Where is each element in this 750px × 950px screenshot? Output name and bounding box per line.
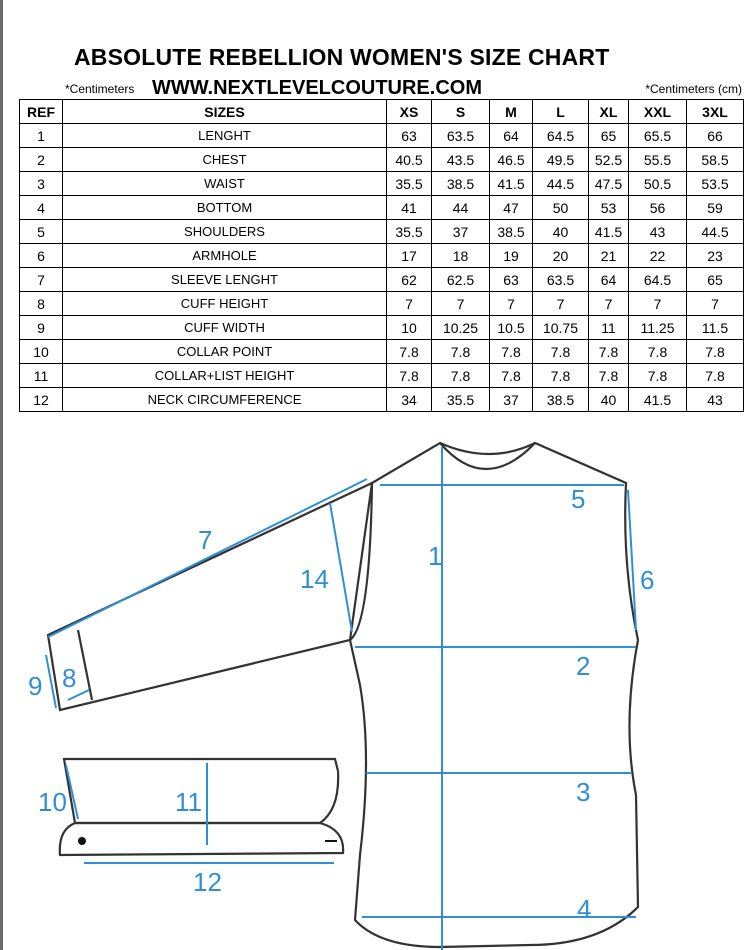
- value-cell: 7: [387, 292, 432, 316]
- measurement-name-cell: CUFF HEIGHT: [63, 292, 387, 316]
- value-cell: 21: [589, 244, 629, 268]
- value-cell: 7.8: [687, 364, 744, 388]
- value-cell: 64: [490, 124, 533, 148]
- table-row: [20, 124, 744, 148]
- value-cell: 40.5: [387, 148, 432, 172]
- value-cell: 64.5: [533, 124, 589, 148]
- value-cell: 43: [687, 388, 744, 412]
- value-cell: 58.5: [687, 148, 744, 172]
- value-cell: 65: [687, 268, 744, 292]
- value-cell: 66: [687, 124, 744, 148]
- value-cell: 38.5: [432, 172, 490, 196]
- table-row: [20, 268, 744, 292]
- label-sleeve: 7: [198, 525, 213, 555]
- ref-cell: 7: [20, 268, 63, 292]
- value-cell: 34: [387, 388, 432, 412]
- value-cell: 7: [589, 292, 629, 316]
- measurement-name-cell: BOTTOM: [63, 196, 387, 220]
- value-cell: 46.5: [490, 148, 533, 172]
- ref-cell: 1: [20, 124, 63, 148]
- value-cell: 7.8: [490, 364, 533, 388]
- value-cell: 43.5: [432, 148, 490, 172]
- value-cell: 7.8: [533, 364, 589, 388]
- value-cell: 35.5: [387, 172, 432, 196]
- ref-cell: 9: [20, 316, 63, 340]
- value-cell: 52.5: [589, 148, 629, 172]
- label-cuff-width: 9: [28, 671, 43, 701]
- measurement-name-cell: SLEEVE LENGHT: [63, 268, 387, 292]
- label-waist: 3: [576, 777, 591, 807]
- value-cell: 11.25: [629, 316, 687, 340]
- value-cell: 7.8: [589, 364, 629, 388]
- website-url: WWW.NEXTLEVELCOUTURE.COM: [152, 77, 482, 99]
- value-cell: 41.5: [629, 388, 687, 412]
- table-header-row: [20, 100, 744, 124]
- value-cell: 7.8: [629, 340, 687, 364]
- ref-cell: 12: [20, 388, 63, 412]
- table-row: [20, 172, 744, 196]
- measurement-name-cell: ARMHOLE: [63, 244, 387, 268]
- value-cell: 63: [387, 124, 432, 148]
- value-cell: 40: [533, 220, 589, 244]
- value-cell: 7: [629, 292, 687, 316]
- value-cell: 64: [589, 268, 629, 292]
- measurement-name-cell: SHOULDERS: [63, 220, 387, 244]
- table-row: [20, 148, 744, 172]
- value-cell: 56: [629, 196, 687, 220]
- label-cuff-height: 8: [62, 663, 77, 693]
- value-cell: 7.8: [387, 364, 432, 388]
- value-cell: 20: [533, 244, 589, 268]
- value-cell: 7: [533, 292, 589, 316]
- value-cell: 53.5: [687, 172, 744, 196]
- value-cell: 7: [490, 292, 533, 316]
- measurement-name-cell: WAIST: [63, 172, 387, 196]
- label-collar-height: 11: [175, 787, 202, 817]
- table-row: [20, 196, 744, 220]
- ref-cell: 8: [20, 292, 63, 316]
- sleeve-depth-dim: [330, 503, 352, 632]
- ref-cell: 4: [20, 196, 63, 220]
- value-cell: 7: [432, 292, 490, 316]
- label-sleeve-depth: 14: [300, 564, 329, 594]
- label-length: 1: [428, 541, 443, 571]
- value-cell: 50: [533, 196, 589, 220]
- header-xl: XL: [589, 100, 629, 124]
- value-cell: 65: [589, 124, 629, 148]
- value-cell: 7.8: [432, 364, 490, 388]
- value-cell: 41.5: [490, 172, 533, 196]
- value-cell: 7.8: [490, 340, 533, 364]
- measurement-name-cell: COLLAR POINT: [63, 340, 387, 364]
- header-l: L: [533, 100, 589, 124]
- value-cell: 41: [387, 196, 432, 220]
- table-row: [20, 388, 744, 412]
- value-cell: 62: [387, 268, 432, 292]
- neckline-outline: [440, 443, 535, 454]
- value-cell: 65.5: [629, 124, 687, 148]
- value-cell: 23: [687, 244, 744, 268]
- units-note-left: *Centimeters: [65, 82, 135, 96]
- value-cell: 22: [629, 244, 687, 268]
- value-cell: 53: [589, 196, 629, 220]
- table-row: [20, 244, 744, 268]
- value-cell: 37: [490, 388, 533, 412]
- value-cell: 63.5: [432, 124, 490, 148]
- measurement-name-cell: CUFF WIDTH: [63, 316, 387, 340]
- value-cell: 63.5: [533, 268, 589, 292]
- value-cell: 44: [432, 196, 490, 220]
- value-cell: 40: [589, 388, 629, 412]
- label-chest: 2: [576, 651, 591, 681]
- header-xs: XS: [387, 100, 432, 124]
- value-cell: 7.8: [432, 340, 490, 364]
- units-note-right: *Centimeters (cm): [645, 82, 742, 96]
- measurement-name-cell: NECK CIRCUMFERENCE: [63, 388, 387, 412]
- sleeve-outline: [48, 483, 372, 710]
- value-cell: 7.8: [533, 340, 589, 364]
- value-cell: 11.5: [687, 316, 744, 340]
- ref-cell: 6: [20, 244, 63, 268]
- table-row: [20, 292, 744, 316]
- value-cell: 47: [490, 196, 533, 220]
- value-cell: 10.5: [490, 316, 533, 340]
- header-s: S: [432, 100, 490, 124]
- value-cell: 43: [629, 220, 687, 244]
- ref-cell: 5: [20, 220, 63, 244]
- value-cell: 10.75: [533, 316, 589, 340]
- ref-cell: 11: [20, 364, 63, 388]
- sleeve-dim: [48, 479, 367, 637]
- measurement-name-cell: CHEST: [63, 148, 387, 172]
- value-cell: 7.8: [387, 340, 432, 364]
- value-cell: 55.5: [629, 148, 687, 172]
- header-m: M: [490, 100, 533, 124]
- header-ref: REF: [20, 100, 63, 124]
- value-cell: 10: [387, 316, 432, 340]
- label-shoulders: 5: [571, 484, 586, 514]
- value-cell: 19: [490, 244, 533, 268]
- value-cell: 7.8: [629, 364, 687, 388]
- value-cell: 64.5: [629, 268, 687, 292]
- cuff-outline: [78, 630, 92, 700]
- value-cell: 37: [432, 220, 490, 244]
- value-cell: 59: [687, 196, 744, 220]
- header-sizes: SIZES: [63, 100, 387, 124]
- value-cell: 35.5: [387, 220, 432, 244]
- table-row: [20, 364, 744, 388]
- value-cell: 44.5: [533, 172, 589, 196]
- value-cell: 49.5: [533, 148, 589, 172]
- value-cell: 18: [432, 244, 490, 268]
- collar-band-outline: [60, 823, 343, 855]
- value-cell: 63: [490, 268, 533, 292]
- value-cell: 10.25: [432, 316, 490, 340]
- value-cell: 38.5: [490, 220, 533, 244]
- table-row: [20, 220, 744, 244]
- value-cell: 41.5: [589, 220, 629, 244]
- label-collar-point: 10: [38, 787, 67, 817]
- value-cell: 7.8: [687, 340, 744, 364]
- label-armhole: 6: [640, 565, 655, 595]
- ref-cell: 3: [20, 172, 63, 196]
- value-cell: 11: [589, 316, 629, 340]
- value-cell: 17: [387, 244, 432, 268]
- ref-cell: 2: [20, 148, 63, 172]
- collar-button-icon: [78, 837, 86, 845]
- value-cell: 38.5: [533, 388, 589, 412]
- chart-title: ABSOLUTE REBELLION WOMEN'S SIZE CHART: [74, 44, 610, 70]
- measurement-name-cell: COLLAR+LIST HEIGHT: [63, 364, 387, 388]
- value-cell: 44.5: [687, 220, 744, 244]
- label-bottom: 4: [577, 894, 592, 924]
- value-cell: 7: [687, 292, 744, 316]
- value-cell: 47.5: [589, 172, 629, 196]
- value-cell: 62.5: [432, 268, 490, 292]
- label-neck: 12: [193, 867, 222, 897]
- table-row: [20, 340, 744, 364]
- value-cell: 7.8: [589, 340, 629, 364]
- table-row: [20, 316, 744, 340]
- value-cell: 50.5: [629, 172, 687, 196]
- header-xxl: XXL: [629, 100, 687, 124]
- size-table: [19, 99, 744, 412]
- header-3xl: 3XL: [687, 100, 744, 124]
- measurement-name-cell: LENGHT: [63, 124, 387, 148]
- ref-cell: 10: [20, 340, 63, 364]
- shirt-body-outline: [350, 443, 638, 947]
- garment-diagram: [0, 425, 750, 950]
- value-cell: 35.5: [432, 388, 490, 412]
- table-body: [20, 124, 744, 412]
